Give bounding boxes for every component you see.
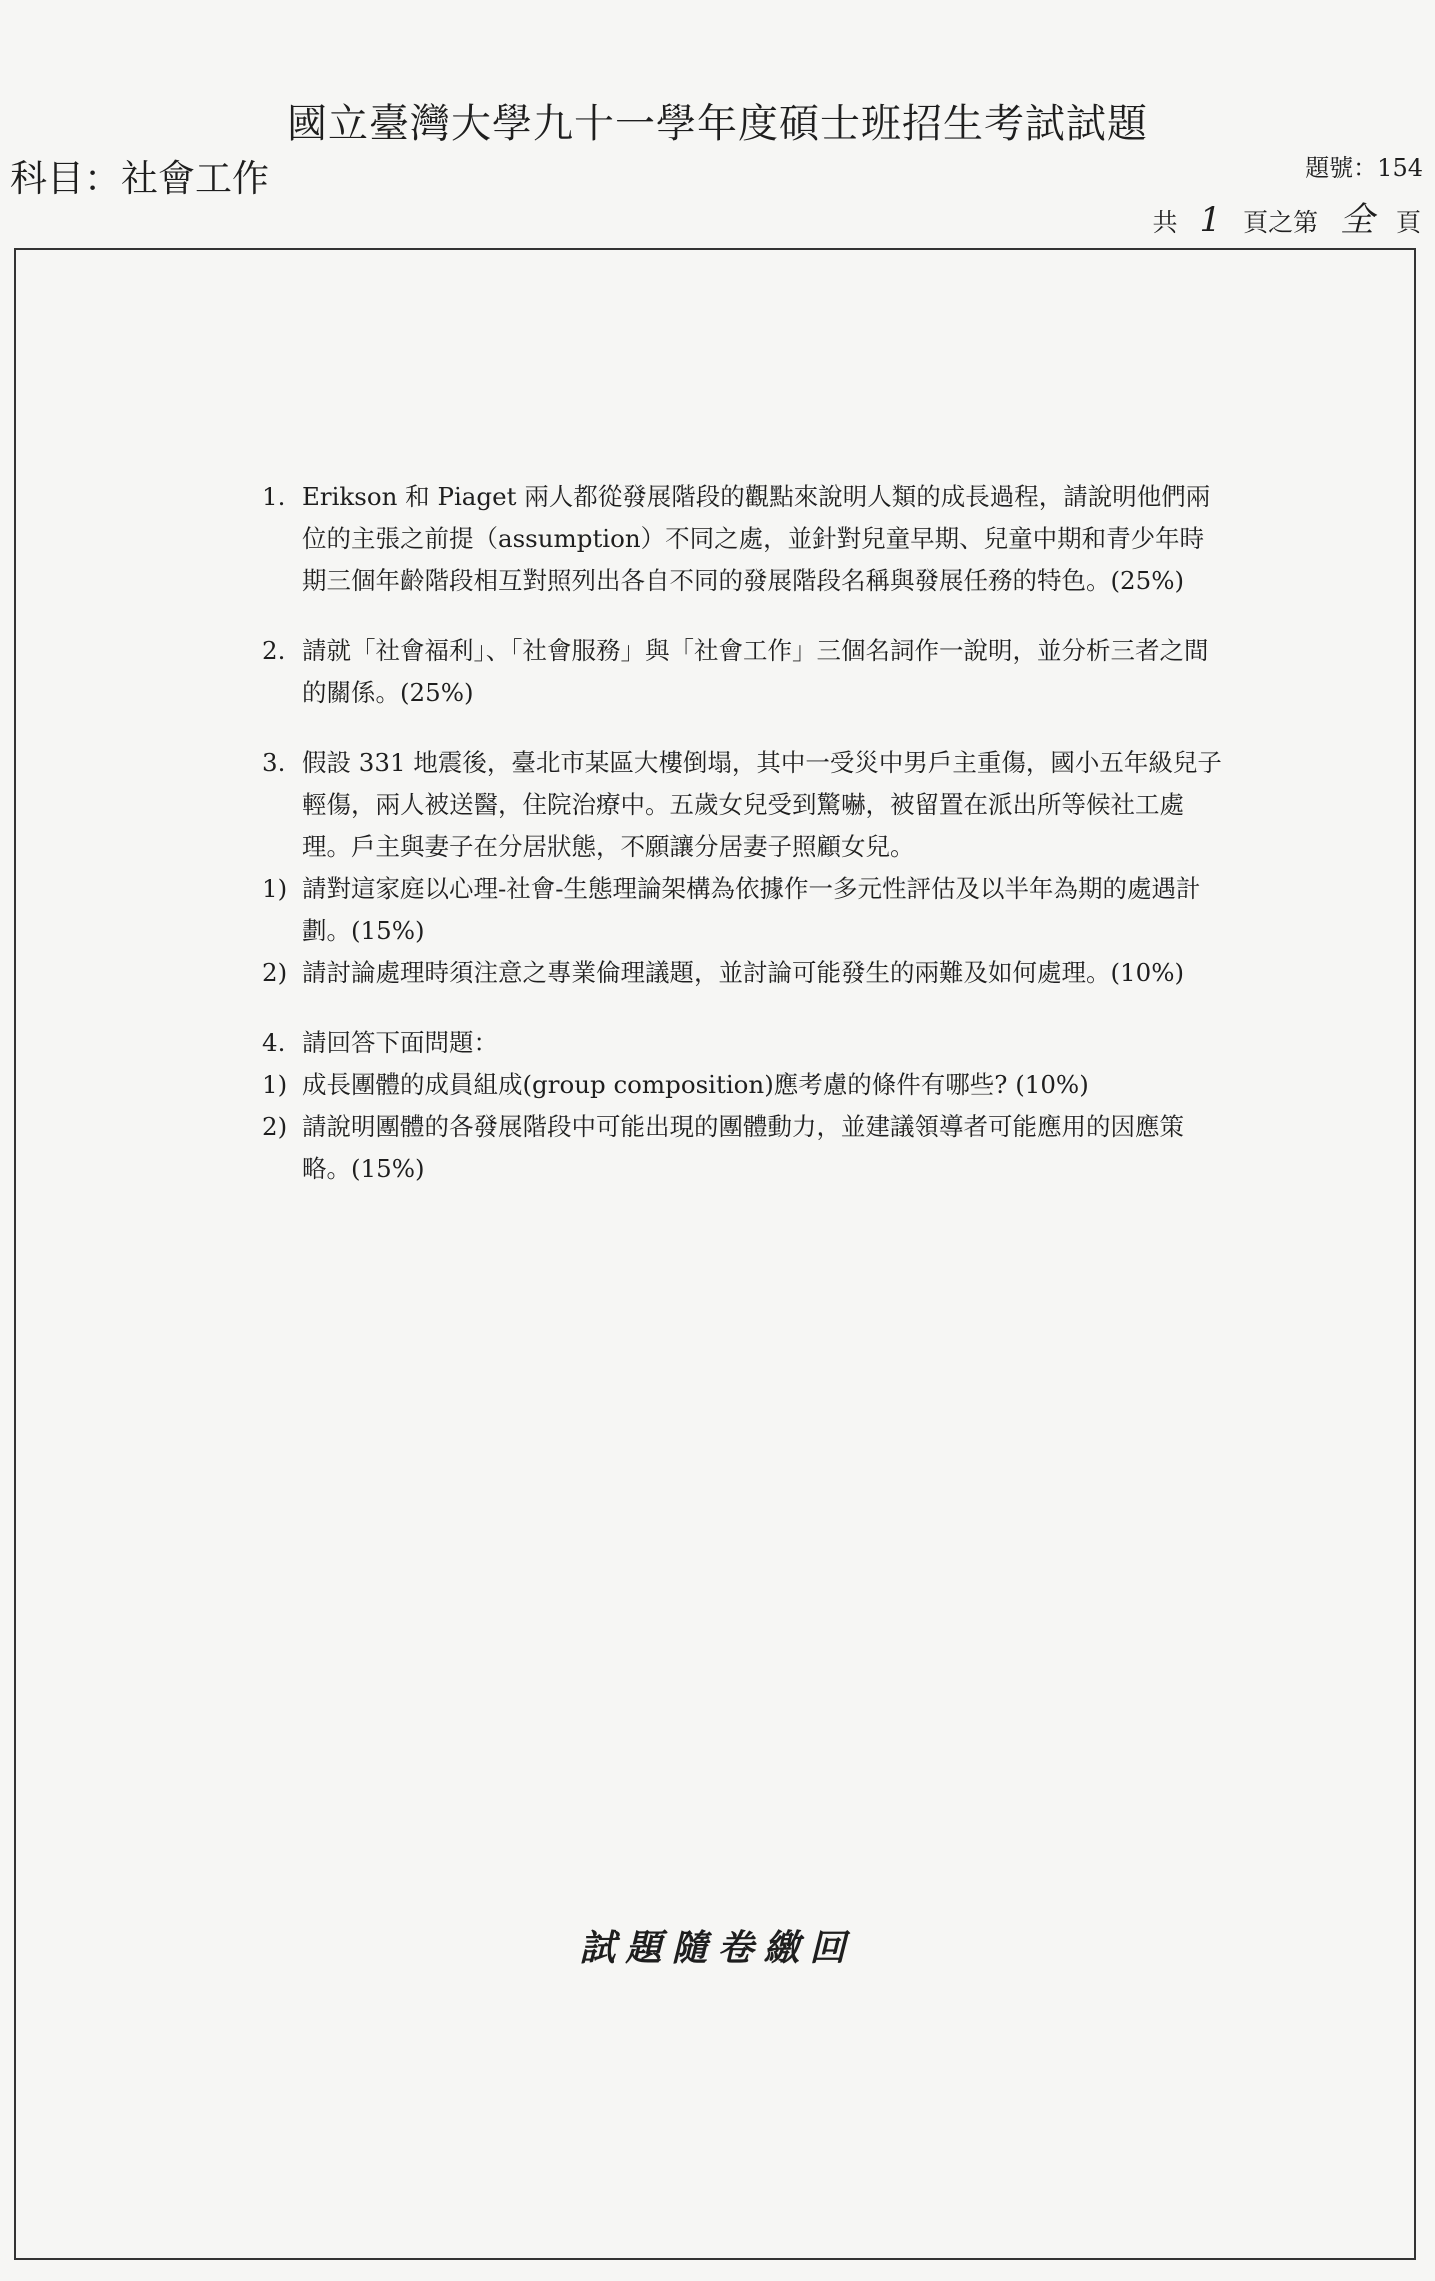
question-1 — [262, 476, 1227, 602]
sub-question-num: 1) — [262, 1070, 288, 1099]
question-text: 請就「社會福利」、「社會服務」與「社會工作」三個名詞作一說明，並分析三者之間的關係。(25%) — [302, 636, 1209, 707]
question-num: 3. — [262, 748, 286, 777]
question-num: 4. — [262, 1028, 286, 1057]
question-text: 假設 331 地震後，臺北市某區大樓倒塌，其中一受災中男戶主重傷，國小五年級兒子輕傷，兩人被送醫，住院治療中。五歲女兒受到驚嚇，被留置在派出所等候社工處理。戶主與妻子在分居狀態，不願讓分居妻子照顧女兒。 — [302, 748, 1222, 861]
sub-question-text: 成長團體的成員組成(group composition)應考慮的條件有哪些? (10%) — [302, 1070, 1089, 1099]
sub-question — [262, 1106, 1227, 1190]
sub-question-text: 請討論處理時須注意之專業倫理議題，並討論可能發生的兩難及如何處理。(10%) — [302, 958, 1185, 987]
sub-question-num: 2) — [262, 1112, 288, 1141]
subject-label: 科目：社會工作 — [10, 157, 269, 200]
sub-question-text: 請說明團體的各發展階段中可能出現的團體動力，並建議領導者可能應用的因應策略。(15%) — [302, 1112, 1184, 1183]
question-list — [262, 476, 1227, 1218]
page-mid: 頁之第 — [1243, 208, 1319, 237]
sub-question — [262, 868, 1227, 952]
sub-question — [262, 952, 1227, 994]
return-notice-stamp: 試題隨卷繳回 — [579, 1927, 856, 1969]
sub-question — [262, 1064, 1227, 1106]
question-num: 1. — [262, 482, 286, 511]
exam-title: 國立臺灣大學九十一學年度碩士班招生考試試題 — [287, 101, 1148, 147]
question-3 — [262, 742, 1227, 994]
page-suffix: 頁 — [1395, 208, 1421, 237]
sub-question-num: 1) — [262, 874, 288, 903]
page-info — [1153, 192, 1422, 241]
question-number: 題號：154 — [1305, 154, 1423, 182]
page-current: 全 — [1340, 200, 1375, 240]
question-num: 2. — [262, 636, 286, 665]
sub-question-text: 請對這家庭以心理-社會-生態理論架構為依據作一多元性評估及以半年為期的處遇計劃。(15%) — [302, 874, 1201, 945]
page-total: 1 — [1199, 200, 1222, 240]
page-prefix: 共 — [1152, 208, 1178, 237]
sub-question-num: 2) — [262, 958, 288, 987]
question-2 — [262, 630, 1227, 714]
question-4 — [262, 1022, 1227, 1190]
question-text: Erikson 和 Piaget 兩人都從發展階段的觀點來說明人類的成長過程，請說明他們兩位的主張之前提（assumption）不同之處，並針對兒童早期、兒童中期和青少年時期三個年齡階段相互對照列出各自不同的發展階段名稱與發展任務的特色。(25%) — [302, 482, 1211, 595]
question-text: 請回答下面問題： — [302, 1028, 498, 1057]
